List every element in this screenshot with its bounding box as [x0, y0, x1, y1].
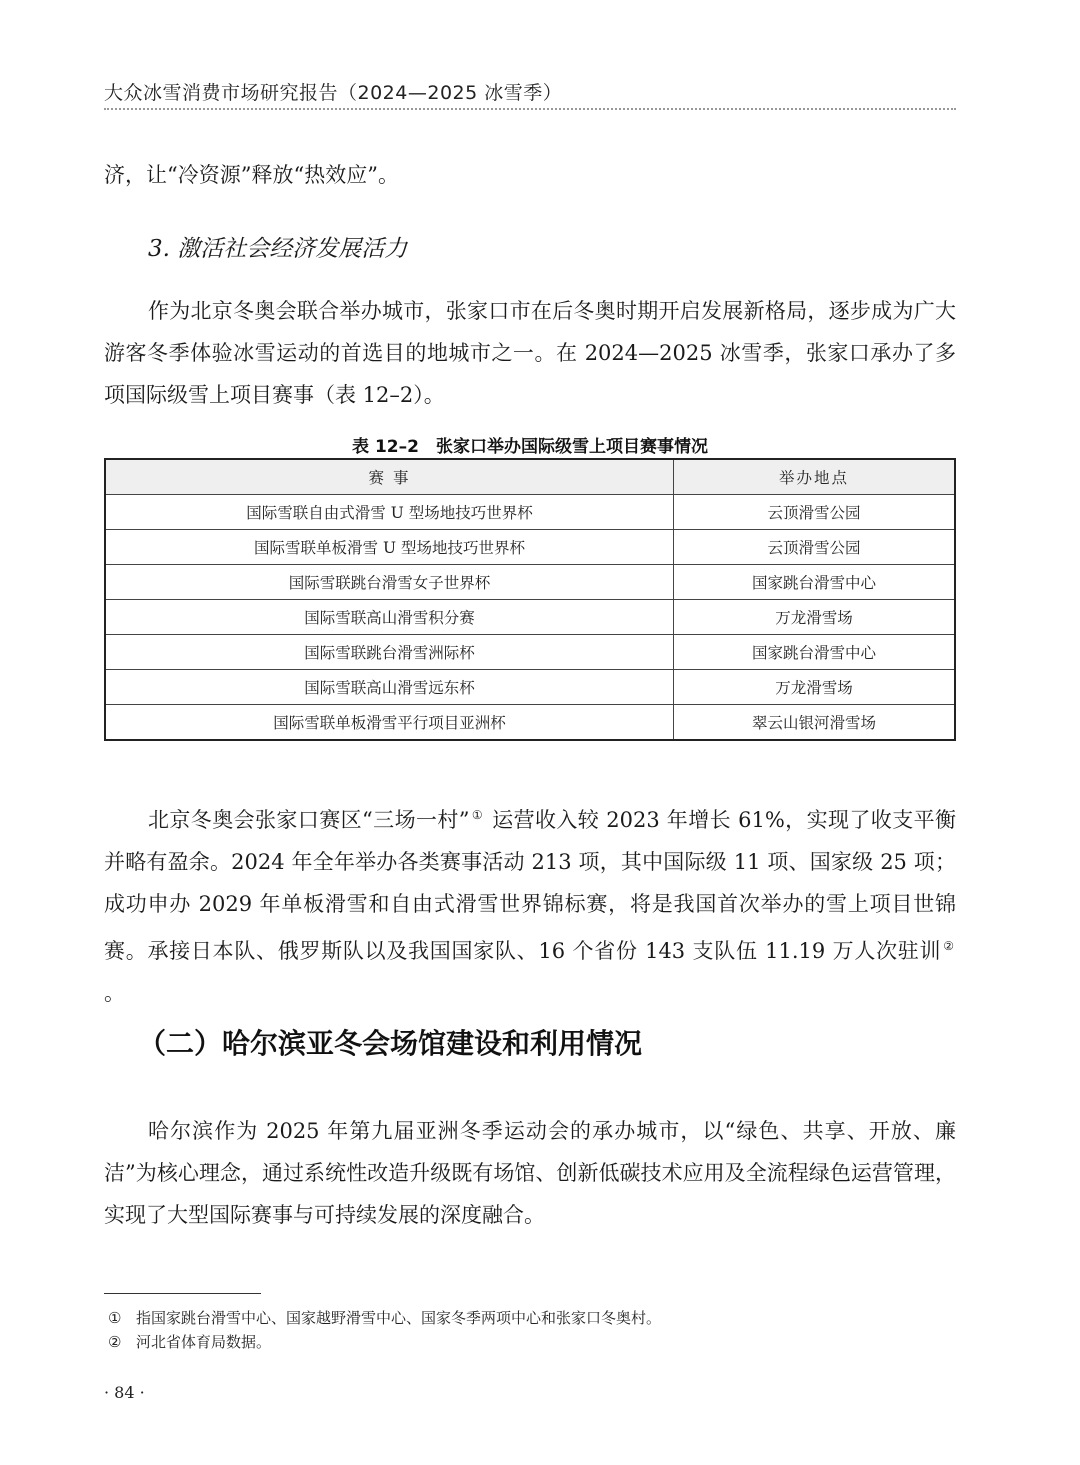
- event-cell: 国际雪联高山滑雪远东杯: [105, 670, 674, 705]
- subheading: 3. 激活社会经济发展活力: [148, 236, 408, 262]
- venue-cell: 云顶滑雪公园: [674, 495, 956, 530]
- footnote-mark: ①: [108, 1309, 122, 1327]
- paragraph-zhangjiakou-intro: 作为北京冬奥会联合举办城市，张家口市在后冬奥时期开启发展新格局，逐步成为广大游客冬季体验冰雪运动的首选目的地城市之一。在 2024—2025 冰雪季，张家口承办了多项国际级雪上项目赛事（表 12–2）。: [104, 299, 956, 407]
- paragraph-three-venues: [104, 794, 956, 1014]
- venue-cell: 国家跳台滑雪中心: [674, 635, 956, 670]
- table-row: [105, 670, 955, 705]
- venue-cell: 翠云山银河滑雪场: [674, 705, 956, 741]
- footnote-ref-1[interactable]: ①: [471, 808, 484, 822]
- header-rule: [104, 108, 956, 110]
- table-row: [105, 530, 955, 565]
- footnote-item: [108, 1330, 948, 1354]
- paragraph-continuation: 济，让“冷资源”释放“热效应”。: [104, 163, 399, 187]
- footnote-rule: [104, 1293, 261, 1294]
- page-number: · 84 ·: [104, 1383, 145, 1402]
- event-cell: 国际雪联高山滑雪积分赛: [105, 600, 674, 635]
- footnote-text: 河北省体育局数据。: [136, 1333, 272, 1351]
- table-row: [105, 600, 955, 635]
- running-header: 大众冰雪消费市场研究报告（2024—2025 冰雪季）: [104, 82, 563, 104]
- event-cell: 国际雪联单板滑雪平行项目亚洲杯: [105, 705, 674, 741]
- paragraph-text: 运营收入较 2023 年增长 61%，实现了收支平衡并略有盈余。2024 年全年举办各类赛事活动 213 项，其中国际级 11 项、国家级 25 项；成功申办 2029 年单板滑雪和自由式滑雪世界锦标赛，将是我国首次举办的雪上项目世锦赛。承接日本队、俄罗斯队以及我国国家队、16 个省份 143 支队伍 11.19 万人次驻训: [104, 808, 956, 963]
- table-row: [105, 495, 955, 530]
- footnote-ref-2[interactable]: ②: [943, 939, 954, 953]
- section-heading: （二）哈尔滨亚冬会场馆建设和利用情况: [138, 1027, 643, 1060]
- venue-cell: 国家跳台滑雪中心: [674, 565, 956, 600]
- table-row: [105, 635, 955, 670]
- event-cell: 国际雪联自由式滑雪 U 型场地技巧世界杯: [105, 495, 674, 530]
- paragraph-text: 。: [104, 981, 125, 1005]
- table-title: 表 12–2 张家口举办国际级雪上项目赛事情况: [352, 437, 708, 457]
- venue-cell: 万龙滑雪场: [674, 600, 956, 635]
- column-header-event: 赛 事: [105, 459, 674, 495]
- event-cell: 国际雪联跳台滑雪洲际杯: [105, 635, 674, 670]
- table-header-row: [105, 459, 955, 495]
- footnotes: [108, 1306, 948, 1354]
- table-row: [105, 565, 955, 600]
- footnote-text: 指国家跳台滑雪中心、国家越野滑雪中心、国家冬季两项中心和张家口冬奥村。: [136, 1309, 662, 1327]
- footnote-item: [108, 1306, 948, 1330]
- paragraph-harbin: 哈尔滨作为 2025 年第九届亚洲冬季运动会的承办城市，以“绿色、共享、开放、廉洁”为核心理念，通过系统性改造升级既有场馆、创新低碳技术应用及全流程绿色运营管理，实现了大型国际赛事与可持续发展的深度融合。: [104, 1119, 956, 1227]
- events-table: [104, 458, 956, 741]
- venue-cell: 云顶滑雪公园: [674, 530, 956, 565]
- event-cell: 国际雪联单板滑雪 U 型场地技巧世界杯: [105, 530, 674, 565]
- table-row: [105, 705, 955, 741]
- column-header-venue: 举办地点: [674, 459, 956, 495]
- footnote-mark: ②: [108, 1333, 122, 1351]
- event-cell: 国际雪联跳台滑雪女子世界杯: [105, 565, 674, 600]
- venue-cell: 万龙滑雪场: [674, 670, 956, 705]
- paragraph-text: 北京冬奥会张家口赛区“三场一村”: [148, 808, 470, 832]
